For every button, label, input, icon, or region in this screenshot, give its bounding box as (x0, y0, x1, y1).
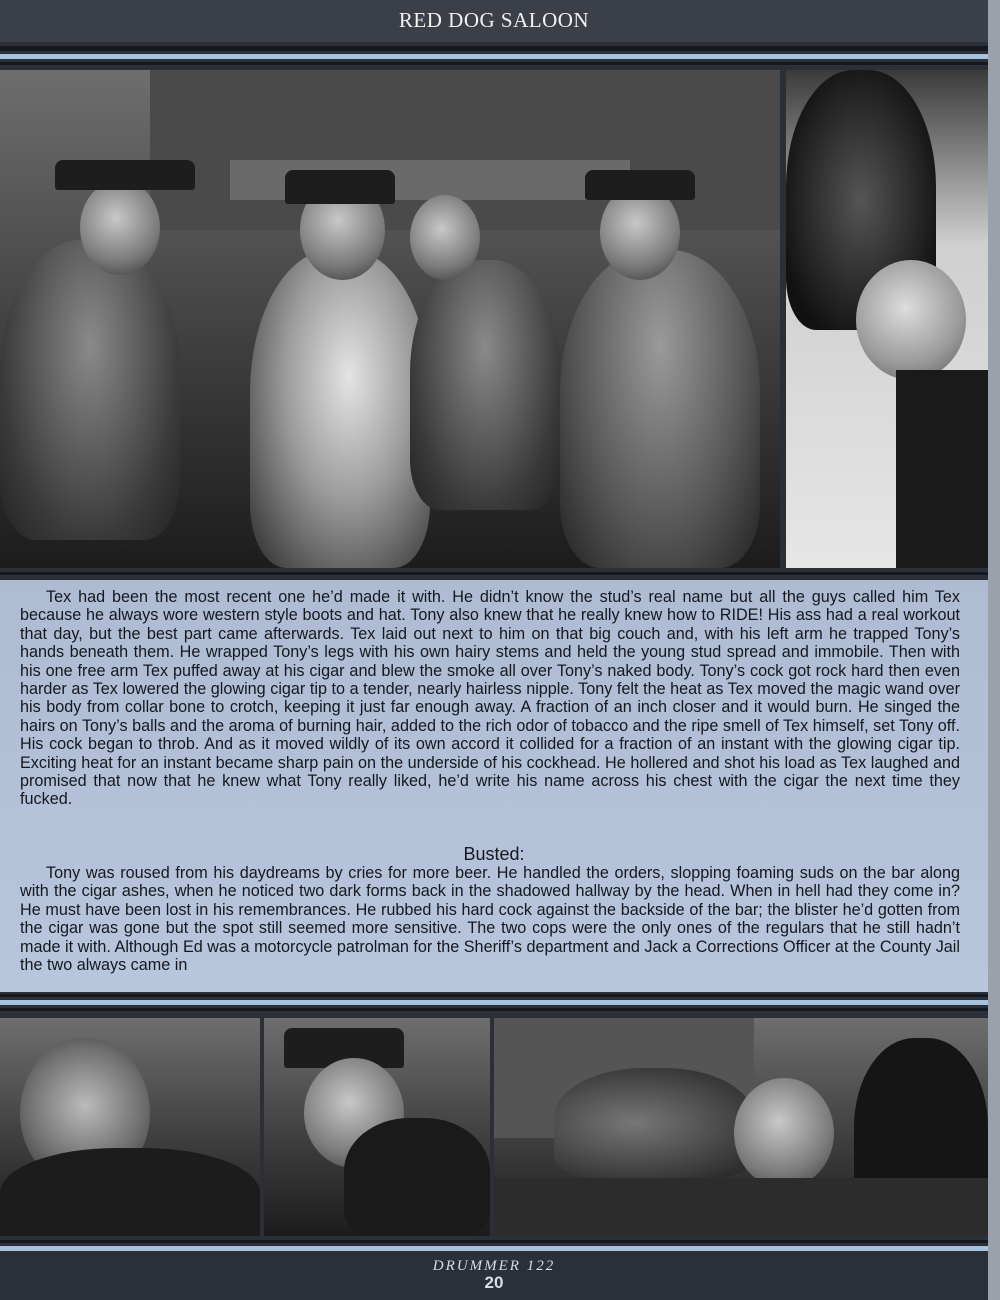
photo-officer-cigar (264, 1018, 490, 1236)
page-title: RED DOG SALOON (398, 8, 590, 32)
article-paragraph-1: Tex had been the most recent one he’d made it with. He didn’t know the stud’s real name but all the guys called him Tex because he always wore western style boots and hat. Tony also knew that he really knew how to RIDE! His ass had a real workout that day, but the best part came afterwards. Tex laid out next to him on that big couch and, with his left arm he trapped Tony’s hands beneath them. He wrapped Tony’s legs with his own hairy stems and held the young stud spread and immobile. Then with his one free arm Tex puffed away at his cigar and blew the smoke all over Tony’s naked body. Tony’s cock got rock hard then even harder as Tex lowered the glowing cigar tip to a tender, nearly hairless nipple. Tony felt the heat as Tex moved the magic wand over his body from collar bone to crotch, keeping it just far enough away. A fraction of an inch closer and it would burn. He singed the hairs on Tony’s balls and the aroma of burning hair, added to the rich odor of tobacco and the ripe smell of Tex himself, set Tony off. His cock began to throb. And as it moved wildly of its own accord it collided for a fraction of an instant with the glowing cigar tip. Exciting heat for an instant became sharp pain on the underside of his cockhead. He hollered and shot his load as Tex laughed and promised that now that he knew what Tony really liked, he’d write his name across his chest with the cigar the next time they fucked. (20, 588, 960, 809)
bottom-stripe-band (0, 1240, 988, 1254)
page-footer (0, 1258, 988, 1292)
top-stripe-band (0, 46, 988, 68)
page-header (0, 0, 988, 42)
magazine-name: DRUMMER 122 (432, 1258, 556, 1274)
article-paragraph-2: Tony was roused from his daydreams by cries for more beer. He handled the orders, slopping foaming suds on the bar along with the cigar ashes, when he noticed two dark forms back in the shadowed hallway by the head. When in hell had they come in? He must have been lost in his remembrances. He rubbed his hard cock against the backside of the bar; the blister he’d gotten from the cigar was gone but the spot still seemed more sensitive. The two cops were the only ones of the regulars that he still hadn’t made it with. Although Ed was a motorcycle patrolman for the Sheriff’s department and Jack a Corrections Officer at the County Jail the two always came in (20, 864, 960, 975)
photo-leather-glove (786, 70, 988, 568)
lower-stripe-band (0, 994, 988, 1014)
page-edge (988, 0, 1000, 1300)
article-text-panel (0, 580, 988, 992)
photo-mustached-man (0, 1018, 260, 1236)
photo-saloon-bar (0, 70, 780, 568)
article-subhead: Busted: (463, 844, 525, 864)
photo-officers-bar (494, 1018, 988, 1236)
page-number: 20 (484, 1273, 504, 1292)
mid-stripe-band (0, 572, 988, 578)
